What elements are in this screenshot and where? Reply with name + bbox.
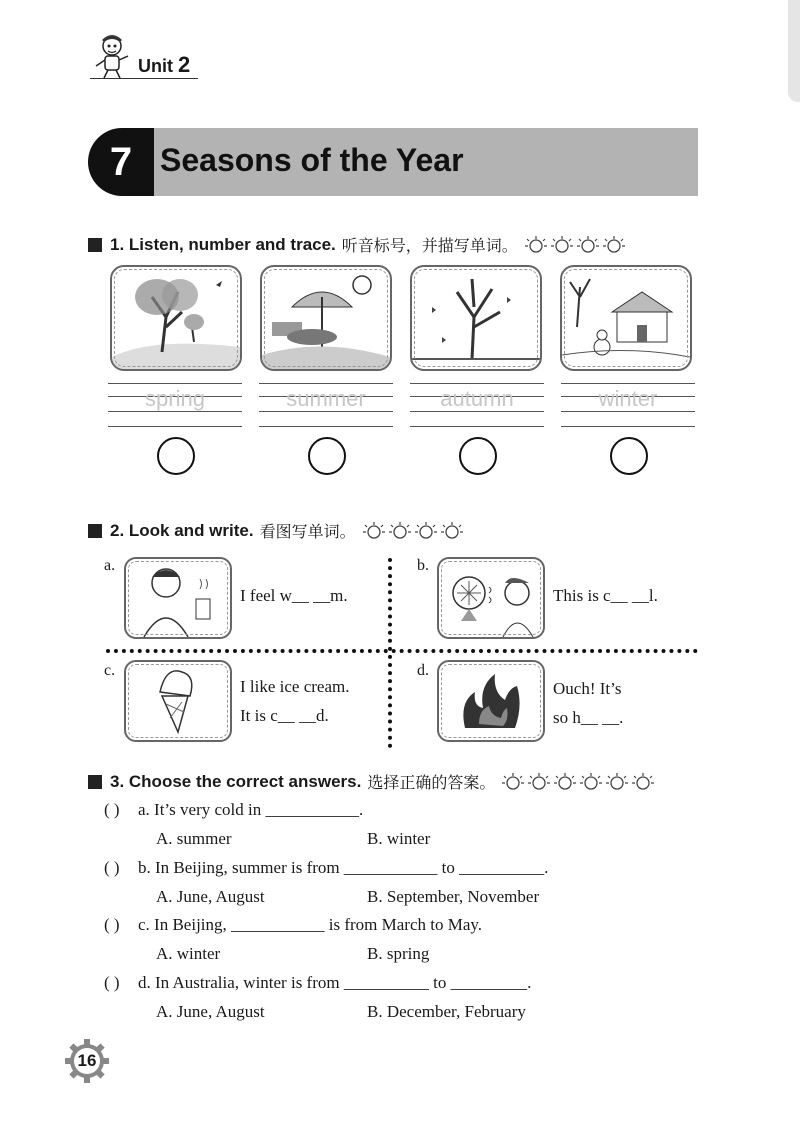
sun-icon [553, 772, 577, 792]
number-circle[interactable] [610, 437, 648, 475]
question-a: a. It’s very cold in ___________. [138, 800, 364, 819]
difficulty-suns [524, 235, 626, 255]
trace-word: autumn [440, 386, 514, 411]
number-circle[interactable] [308, 437, 346, 475]
option-d-B: B. December, February [367, 1002, 526, 1021]
option-c-B: B. spring [367, 944, 430, 963]
grid-divider-vertical [388, 558, 392, 748]
item-c-line1: I like ice cream. [240, 677, 350, 696]
number-circle[interactable] [459, 437, 497, 475]
lesson-number: 7 [88, 128, 154, 196]
trace-lines-autumn[interactable] [410, 380, 544, 428]
question-b: b. In Beijing, summer is from ___________ to __________. [138, 858, 549, 877]
answer-bracket[interactable]: ( ) [104, 800, 120, 819]
trace-word: spring [145, 386, 205, 411]
page-edge-tab [788, 0, 800, 102]
difficulty-suns [501, 772, 655, 792]
grid-divider-horizontal [106, 649, 698, 653]
item-b-text: This is c__ __l. [553, 586, 658, 605]
option-b-B: B. September, November [367, 887, 540, 906]
item-a-letter: a. [104, 557, 116, 574]
square-bullet-icon [88, 524, 102, 538]
item-a-text: I feel w__ __m. [240, 586, 348, 605]
lesson-title-box [150, 128, 698, 196]
number-circle[interactable] [157, 437, 195, 475]
sun-icon [576, 235, 600, 255]
question-d: d. In Australia, winter is from __________ to _________. [138, 973, 532, 992]
item-c-letter: c. [104, 662, 116, 679]
option-b-A: A. June, August [156, 887, 265, 906]
square-bullet-icon [88, 775, 102, 789]
section1-heading: 1. Listen, number and trace. 听音标号，并描写单词。 [88, 233, 626, 256]
sun-icon [501, 772, 525, 792]
sun-icon [550, 235, 574, 255]
trace-word: winter [598, 386, 658, 411]
sun-icon [579, 772, 603, 792]
sun-icon [605, 772, 629, 792]
item-b-letter: b. [417, 557, 429, 574]
lesson-title: Seasons of the Year [160, 142, 464, 178]
item-d-letter: d. [417, 662, 429, 679]
trace-word: summer [286, 386, 366, 411]
option-d-A: A. June, August [156, 1002, 265, 1021]
sun-icon [414, 521, 438, 541]
warm-drink-picture [124, 557, 232, 639]
answer-bracket[interactable]: ( ) [104, 858, 120, 877]
option-c-A: A. winter [156, 944, 221, 963]
square-bullet-icon [88, 238, 102, 252]
unit-label: Unit 2 [138, 52, 191, 77]
sun-icon [388, 521, 412, 541]
trace-lines-summer[interactable] [259, 380, 393, 428]
item-d-line2: so h__ __. [553, 708, 624, 727]
ice-cream-picture [124, 660, 232, 742]
question-c: c. In Beijing, ___________ is from March to May. [138, 915, 483, 934]
answer-bracket[interactable]: ( ) [104, 915, 120, 934]
item-c-line2: It is c__ __d. [240, 706, 329, 725]
answer-bracket[interactable]: ( ) [104, 973, 120, 992]
option-a-A: A. summer [156, 829, 232, 848]
item-d-line1: Ouch! It’s [553, 679, 622, 698]
section3-heading: 3. Choose the correct answers. 选择正确的答案。 [88, 770, 655, 793]
fire-picture [437, 660, 545, 742]
section2-heading: 2. Look and write. 看图写单词。 [88, 519, 464, 542]
option-a-B: B. winter [367, 829, 431, 848]
fan-girl-picture [437, 557, 545, 639]
winter-house-picture [560, 265, 692, 371]
sun-icon [527, 772, 551, 792]
sun-icon [440, 521, 464, 541]
sun-icon [362, 521, 386, 541]
sun-icon [524, 235, 548, 255]
trace-lines-spring[interactable] [108, 380, 242, 428]
autumn-tree-picture [410, 265, 542, 371]
trace-lines-winter[interactable] [561, 380, 695, 428]
page-number: 16 [77, 1051, 97, 1070]
difficulty-suns [362, 521, 464, 541]
summer-beach-picture [260, 265, 392, 371]
header-rule [90, 78, 198, 79]
sun-icon [602, 235, 626, 255]
spring-tree-picture [110, 265, 242, 371]
sun-icon [631, 772, 655, 792]
lesson-banner [88, 128, 698, 196]
